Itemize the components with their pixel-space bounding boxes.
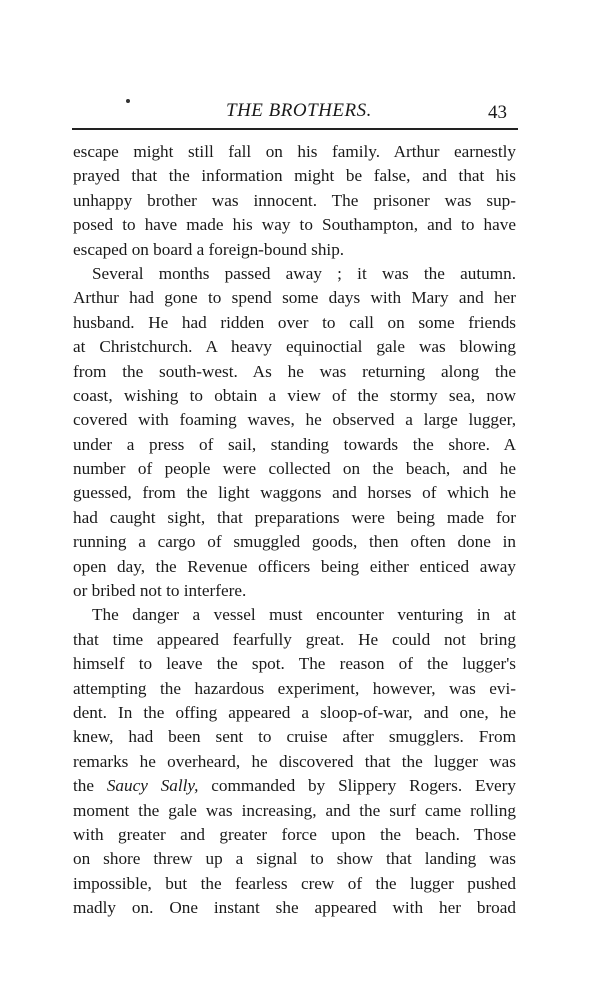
text-line: that time appeared fearfully great. He could not bring: [73, 629, 516, 649]
text-line: covered with foaming waves, he observed a large lugger,: [73, 410, 516, 430]
text-line: posed to have made his way to Southampton, and to have: [73, 215, 516, 235]
ship-name: Saucy Sally,: [106, 776, 199, 796]
text-line: running a cargo of smuggled goods, then often done in: [73, 532, 516, 552]
text-line: himself to leave the spot. The reason of the lugger's: [73, 654, 516, 674]
page-number: 43: [488, 102, 507, 123]
text-line: escape might still fall on his family. Arthur earnestly: [73, 142, 516, 161]
text-line: with greater and greater force upon the beach. Those: [73, 824, 516, 844]
header-rule: [72, 128, 518, 130]
text-run: commanded by Slippery Rogers. Every: [198, 776, 516, 796]
text-line: The danger a vessel must encounter venturing in at: [92, 605, 516, 625]
text-line: guessed, from the light waggons and horses of which he: [73, 483, 516, 503]
text-line: remarks he overheard, he discovered that the lugger was: [73, 751, 516, 771]
text-line: unhappy brother was innocent. The prisoner was sup-: [73, 190, 516, 210]
text-line: husband. He had ridden over to call on some friends: [73, 312, 516, 332]
text-line: madly on. One instant she appeared with her broad: [73, 898, 516, 918]
text-line: attempting the hazardous experiment, however, was evi-: [73, 678, 516, 698]
text-run: the: [73, 776, 107, 796]
text-line: escaped on board a foreign-bound ship.: [73, 239, 345, 259]
text-line: under a press of sail, standing towards the shore. A: [73, 434, 516, 454]
text-line: moment the gale was increasing, and the surf came rolling: [73, 800, 516, 820]
paragraph: [73, 262, 516, 603]
text-line: prayed that the information might be false, and that his: [73, 166, 516, 186]
text-line: number of people were collected on the beach, and he: [73, 459, 516, 479]
text-line: Arthur had gone to spend some days with Mary and her: [73, 288, 516, 308]
text-line: knew, had been sent to cruise after smugglers. From: [73, 727, 516, 747]
running-head: [0, 100, 604, 124]
text-line: from the south-west. As he was returning along the: [73, 361, 516, 381]
running-title: THE BROTHERS.: [226, 100, 372, 121]
text-line: on shore threw up a signal to show that landing was: [73, 849, 516, 869]
text-line: open day, the Revenue officers being either enticed away: [73, 556, 516, 576]
text-line: dent. In the offing appeared a sloop-of-war, and one, he: [73, 702, 516, 722]
text-line: coast, wishing to obtain a view of the stormy sea, now: [73, 385, 516, 405]
text-line-with-italic: [73, 774, 516, 798]
paragraph: [73, 603, 516, 920]
text-line: Several months passed away ; it was the autumn.: [92, 263, 516, 283]
text-line: impossible, but the fearless crew of the lugger pushed: [73, 873, 516, 893]
text-line: had caught sight, that preparations were being made for: [73, 507, 516, 527]
paragraph: [73, 140, 516, 262]
text-line: or bribed not to interfere.: [73, 581, 247, 601]
body-text: [73, 140, 516, 921]
text-line: at Christchurch. A heavy equinoctial gale was blowing: [73, 337, 516, 357]
